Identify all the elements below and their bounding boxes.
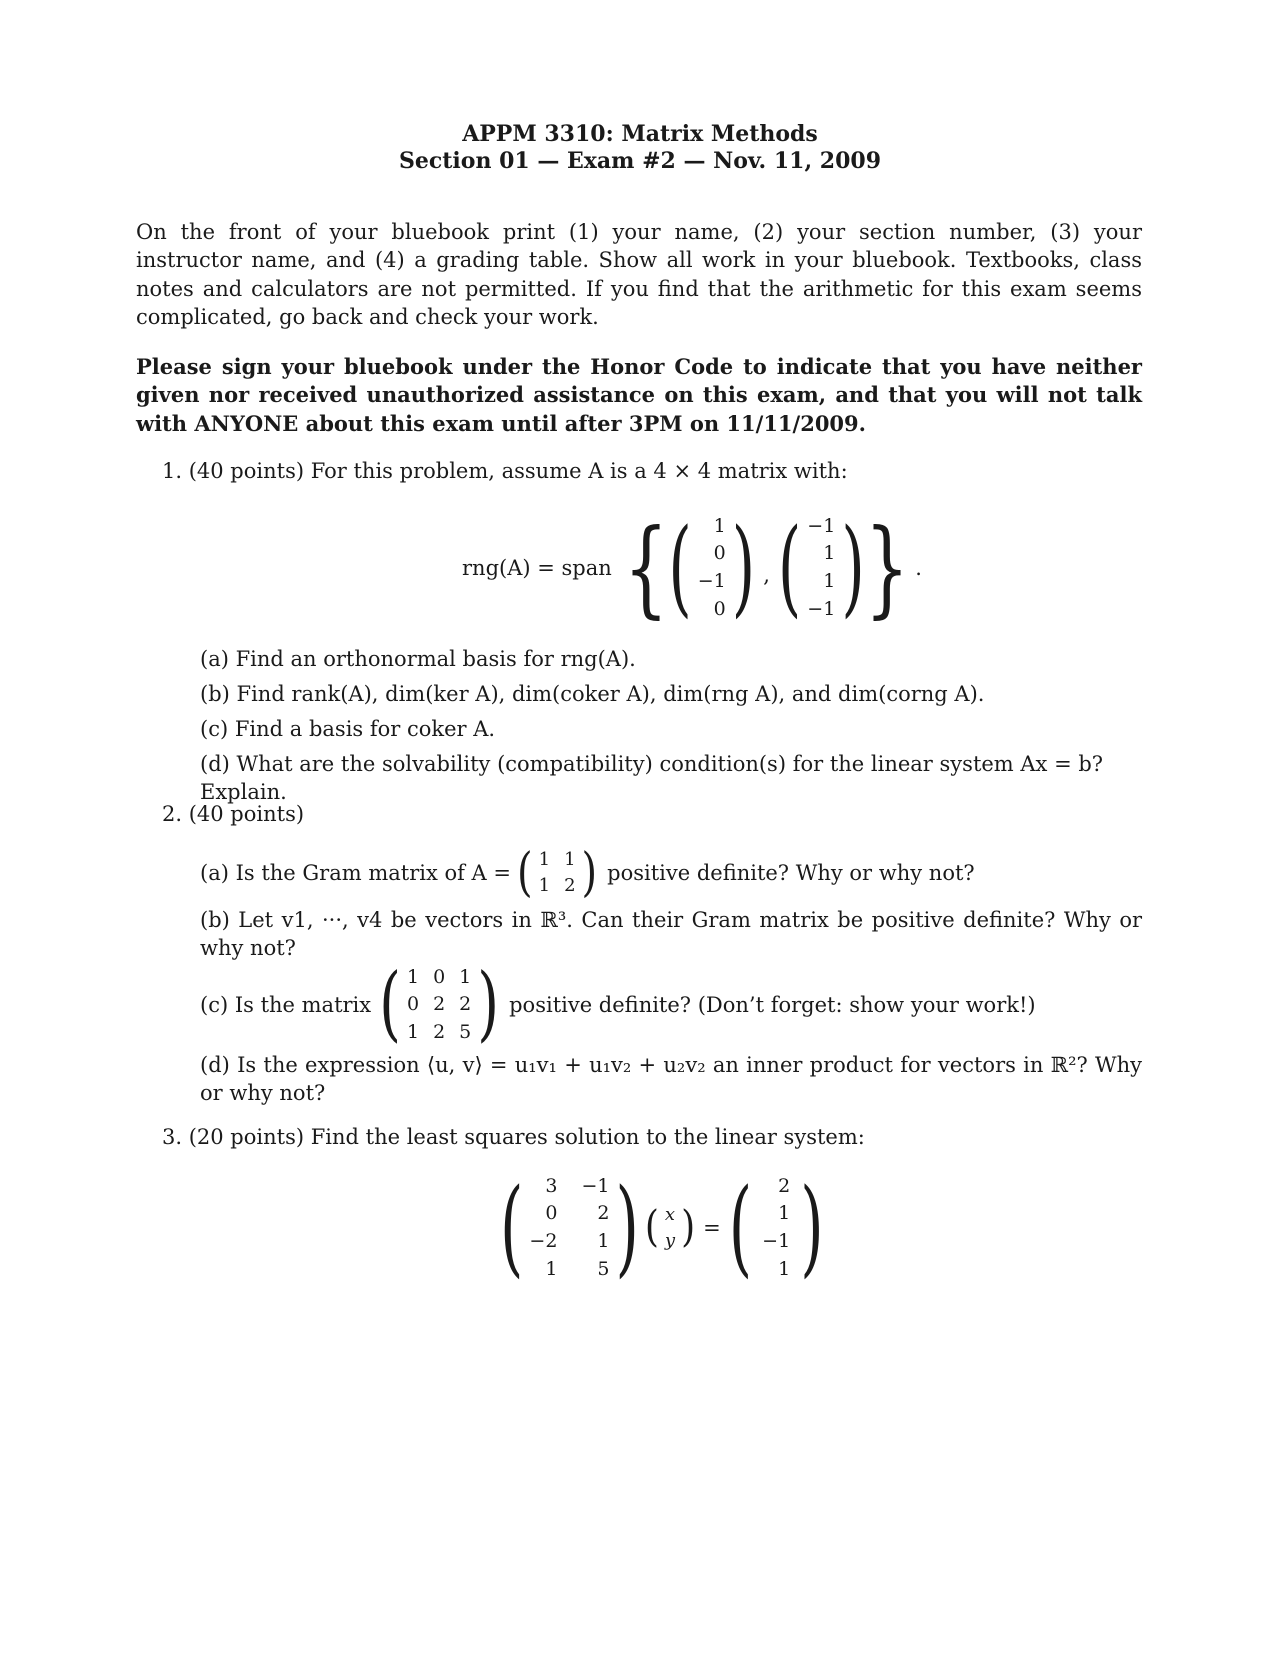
- gram-matrix-a: ( 1 1 1 2 ): [517, 843, 598, 903]
- problem-1c: (c) Find a basis for coker A.: [200, 717, 496, 741]
- exam-title: APPM 3310: Matrix Methods: [462, 121, 818, 147]
- coefficient-matrix: ( 3 −1 0 2 −2 1 1 5 ): [500, 1166, 639, 1290]
- problem-1-intro: 1. (40 points) For this problem, assume A is a 4 × 4 matrix with:: [162, 459, 848, 483]
- range-lhs: rng(A) = span: [462, 555, 612, 580]
- problem-1b: (b) Find rank(A), dim(ker A), dim(coker A), dim(rng A), and dim(corng A).: [200, 682, 985, 706]
- problem-1-range-equation: rng(A) = span { ( 1 0 −1 0 ) , ( −1 1 1 −1 ) } .: [462, 506, 922, 630]
- right-brace: }: [864, 506, 910, 630]
- problem-1d: (d) What are the solvability (compatibility) condition(s) for the linear system Ax = b? Explain.: [200, 752, 1104, 805]
- problem-2b: (b) Let v1, ···, v4 be vectors in ℝ³. Can their Gram matrix be positive definite? Why or why not?: [200, 908, 1142, 961]
- problem-2-intro: 2. (40 points): [162, 802, 305, 826]
- unknowns-vector: ( x y ): [644, 1202, 696, 1252]
- problem-1a: (a) Find an orthonormal basis for rng(A).: [200, 647, 636, 671]
- problem-2d: (d) Is the expression ⟨u, v⟩ = u₁v₁ + u₁v₂ + u₂v₂ an inner product for vectors in ℝ²? Why or why not?: [200, 1053, 1142, 1106]
- vector-1-entries: 1 0 −1 0: [697, 514, 726, 620]
- matrix-2c: ( 1 0 1 0 2 2 1 2 5 ): [379, 957, 500, 1052]
- instructions-paragraph: On the front of your bluebook print (1) your name, (2) your section number, (3) your instructor name, and (4) a grading table. Show all work in your bluebook. Textbooks, class notes and calculators are not permitted. If you find that the arithmetic for this exam seems complicated, go back and check your work.: [136, 220, 1142, 330]
- honor-code-paragraph: Please sign your bluebook under the Honor Code to indicate that you have neither given nor received unauthorized assistance on this exam, and that you will not talk with ANYONE about this exam until after 3PM on 11/11/2009.: [136, 354, 1142, 436]
- problem-3-intro: 3. (20 points) Find the least squares solution to the linear system:: [162, 1125, 865, 1149]
- vector-2-entries: −1 1 1 −1: [807, 514, 836, 620]
- rhs-vector: ( 2 1 −1 1 ): [728, 1166, 824, 1290]
- left-brace: {: [623, 506, 669, 630]
- problem-2a: (a) Is the Gram matrix of A = ( 1 1 1 2 ) positive definite? Why or why not?: [200, 843, 975, 903]
- problem-2c: (c) Is the matrix ( 1 0 1 0 2 2 1 2 5 ) positive definite? (Don’t forget: show your work!): [200, 957, 1036, 1052]
- exam-subtitle: Section 01 — Exam #2 — Nov. 11, 2009: [398, 148, 882, 174]
- vector-2: ( −1 1 1 −1 ): [777, 506, 865, 630]
- problem-3-system: ( 3 −1 0 2 −2 1 1 5 ) ( x y ) = ( 2 1 −1 1 ): [500, 1166, 824, 1290]
- vector-1: ( 1 0 −1 0 ): [668, 506, 756, 630]
